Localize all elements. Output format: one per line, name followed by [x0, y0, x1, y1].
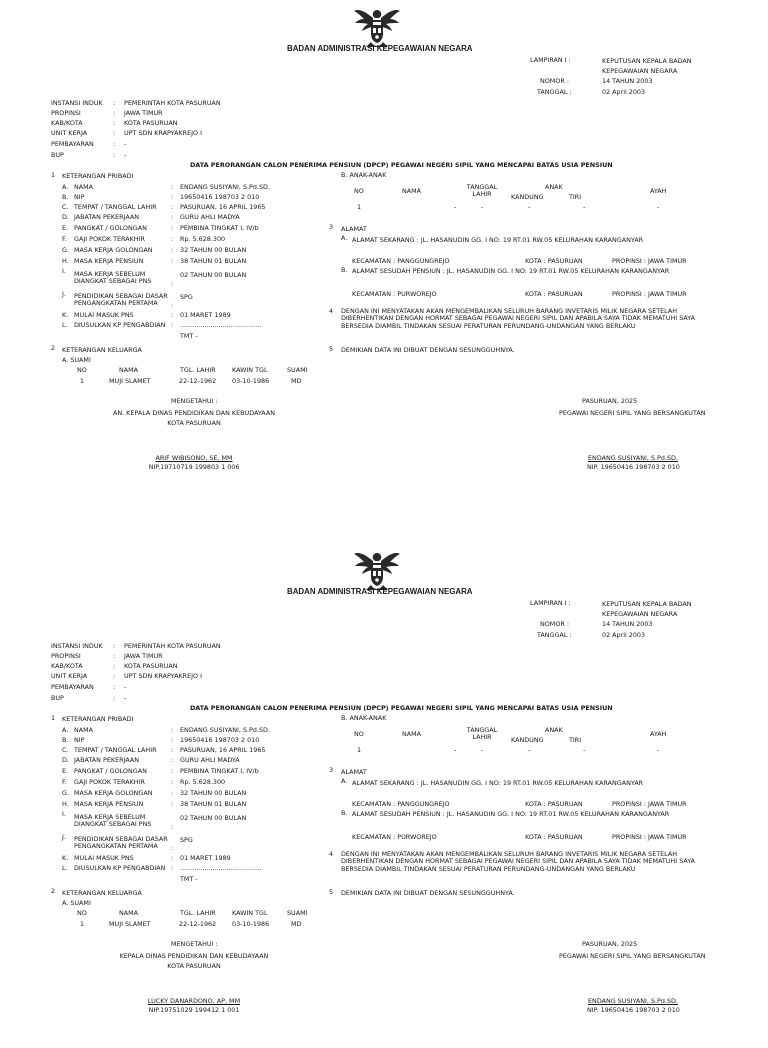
row-sep: : — [171, 235, 174, 243]
declaration-text: DENGAN INI MENYATAKAN AKAN MENGEMBALIKAN SELURUH BARANG INVETARIS MILIK NEGARA SETELAH DIBERHENTIKAN DENGAN HORMAT SEBAGAI PEGAWAI NEGERI SIPIL DAN APABILA SAYA TIDAK MEMATUHI SAYA BERSEDIA DIAMBIL TINDAKAN SESUAI PERATURAN PERUNDANG-UNDANGAN YANG BERLAKU — [341, 850, 696, 873]
column-header: TANGGAL LAHIR — [466, 183, 498, 199]
row-value: GURU AHLI MADYA — [180, 756, 240, 764]
section-3-heading: ALAMAT — [341, 768, 367, 776]
table-cell: - — [657, 203, 660, 211]
kecamatan-sekarang: KECAMATAN : PANGGUNGREJO — [352, 800, 450, 808]
kabkota-sep: : — [113, 119, 116, 127]
row-sep: : — [171, 864, 174, 872]
row-sep: : — [171, 301, 174, 309]
kota-pensiun: KOTA : PASURUAN — [525, 290, 583, 298]
dpcp-form-copy-2 — [0, 543, 768, 1048]
section-2-heading: KETERANGAN KELUARGA — [62, 889, 142, 897]
row-value: ENDANG SUSIYANI, S.Pd.SD. — [180, 183, 270, 191]
table-cell: MUJI SLAMET — [109, 377, 151, 385]
row-value: Rp. 5.628.300 — [180, 235, 226, 243]
row-key: E. — [62, 767, 69, 775]
row-key: C. — [62, 203, 69, 211]
unit-kerja-sep: : — [113, 672, 116, 680]
official-city: KOTA PASURUAN — [167, 962, 221, 970]
column-header: NAMA — [402, 187, 422, 195]
section-1-heading: KETERANGAN PRIBADI — [62, 715, 134, 723]
column-header: NAMA — [119, 909, 139, 917]
table-cell: MD — [291, 920, 302, 928]
table-cell: 03-10-1986 — [232, 377, 270, 385]
section-2-heading: KETERANGAN KELUARGA — [62, 346, 142, 354]
pembayaran-value: - — [124, 140, 127, 148]
row-sep: : — [171, 311, 174, 319]
unit-kerja-label: UNIT KERJA — [51, 129, 88, 137]
nomor-value: 14 TAHUN 2003 — [602, 77, 653, 85]
alamat-sekarang: ALAMAT SEKARANG : JL. HASANUDIN GG. I NO: 19 RT.01 RW.05 KELURAHAN KARANGANYAR — [352, 236, 644, 244]
row-label: MASA KERJA PENSIUN — [74, 800, 144, 808]
tanggal-value: 02 April 2003 — [602, 631, 646, 639]
row-value: 38 TAHUN 01 BULAN — [180, 257, 247, 265]
row-key: G. — [62, 246, 69, 254]
row-label: DIUSULKAN KP PENGABDIAN — [74, 321, 166, 329]
row-label: GAJI POKOK TERAKHIR — [74, 235, 145, 243]
anak-heading: B. ANAK-ANAK — [341, 714, 387, 722]
mengetahui-label: MENGETAHUI : — [171, 940, 218, 948]
row-sep: : — [171, 789, 174, 797]
column-header: SUAMI — [287, 366, 308, 374]
table-cell: 22-12-1962 — [179, 920, 217, 928]
row-sep: : — [171, 746, 174, 754]
row-key: B. — [62, 736, 69, 744]
row-value: 02 TAHUN 00 BULAN — [180, 271, 247, 279]
suami-subheading: A. SUAMI — [62, 356, 91, 364]
instansi-label: INSTANSI INDUK — [51, 642, 103, 650]
lampiran-value-line2: KEPEGAWAIAN NEGARA — [602, 610, 678, 618]
employee-name — [588, 998, 678, 1005]
column-header: SUAMI — [287, 909, 308, 917]
column-header: TGL. LAHIR — [180, 909, 216, 917]
official-city: KOTA PASURUAN — [167, 419, 221, 427]
kota-sekarang: KOTA : PASURUAN — [525, 257, 583, 265]
tanggal-label: TANGGAL : — [537, 88, 572, 96]
employee-name-text: ENDANG SUSIYANI, S.Pd.SD. — [588, 997, 678, 1005]
row-sep: : — [171, 800, 174, 808]
row-value: 32 TAHUN 00 BULAN — [180, 789, 247, 797]
table-cell: 1 — [357, 203, 362, 211]
row-label: PANGKAT / GOLONGAN — [74, 224, 147, 232]
row-value: 01 MARET 1989 — [180, 854, 231, 862]
tanggal-label: TANGGAL : — [537, 631, 572, 639]
instansi-sep: : — [113, 642, 116, 650]
row-label: TEMPAT / TANGGAL LAHIR — [74, 746, 157, 754]
row-value: 02 TAHUN 00 BULAN — [180, 814, 247, 822]
official-role: AN. KEPALA DINAS PENDIDIKAN DAN KEBUDAYAAN — [112, 409, 276, 417]
lampiran-value-line1: KEPUTUSAN KEPALA BADAN — [602, 57, 692, 65]
propinsi-sekarang: PROPINSI : JAWA TIMUR — [612, 257, 687, 265]
nomor-label: NOMOR : — [540, 77, 569, 85]
row-sep: : — [171, 844, 174, 852]
row-sep: : — [171, 280, 174, 288]
unit-kerja-sep: : — [113, 129, 116, 137]
row-key: I. — [62, 267, 66, 275]
row-sep: : — [171, 321, 174, 329]
alamat-a-key: A. — [341, 777, 348, 785]
table-cell: - — [583, 203, 586, 211]
official-role: KEPALA DINAS PENDIDIKAN DAN KEBUDAYAAN — [119, 952, 269, 960]
row-label: MASA KERJA GOLONGAN — [74, 246, 153, 254]
bup-value: - — [124, 694, 127, 702]
row-key: L. — [62, 321, 68, 329]
tanggal-value: 02 April 2003 — [602, 88, 646, 96]
table-cell: 1 — [80, 920, 85, 928]
row-key: H. — [62, 257, 69, 265]
official-name — [94, 998, 294, 1005]
row-label: DIUSULKAN KP PENGABDIAN — [74, 864, 166, 872]
section-3-number: 3 — [329, 766, 334, 774]
suami-subheading: A. SUAMI — [62, 899, 91, 907]
employee-name — [588, 455, 678, 462]
table-cell: 1 — [357, 746, 362, 754]
section-2-number: 2 — [51, 344, 56, 352]
row-value: PEMBINA TINGKAT I, IV/b — [180, 224, 259, 232]
row-value: 19650416 198703 2 010 — [180, 193, 260, 201]
nomor-value: 14 TAHUN 2003 — [602, 620, 653, 628]
table-cell: - — [657, 746, 660, 754]
kabkota-value: KOTA PASURUAN — [124, 119, 178, 127]
row-label: MASA KERJA SEBELUM DIANGKAT SEBAGAI PNS — [74, 813, 152, 829]
row-key: J. — [62, 290, 66, 298]
kecamatan-pensiun: KECAMATAN : PURWOREJO — [352, 290, 437, 298]
official-name-text: LUCKY DANARDONO, AP, MM — [147, 997, 241, 1005]
row-sep: : — [171, 203, 174, 211]
row-label: PENDIDIKAN SEBAGAI DASAR PENGANGKATAN PERTAMA — [74, 835, 168, 851]
column-header: NAMA — [402, 730, 422, 738]
bup-label: BUP — [51, 694, 64, 702]
table-cell: - — [528, 203, 531, 211]
row-value: Rp. 5.628.300 — [180, 778, 226, 786]
table-cell: 03-10-1986 — [232, 920, 270, 928]
column-header: NAMA — [119, 366, 139, 374]
section-4-number: 4 — [329, 307, 334, 315]
form-title: DATA PERORANGAN CALON PENERIMA PENSIUN (DPCP) PEGAWAI NEGERI SIPIL YANG MENCAPAI BATAS USIA PENSIUN — [190, 704, 613, 712]
column-header: KANDUNG — [511, 193, 544, 201]
kabkota-value: KOTA PASURUAN — [124, 662, 178, 670]
lampiran-label: LAMPIRAN I : — [530, 56, 571, 64]
place-date: PASURUAN, 2025 — [582, 940, 638, 948]
row-sep: : — [171, 736, 174, 744]
propinsi-label: PROPINSI — [51, 652, 81, 660]
row-value: PASURUAN, 16 APRIL 1965 — [180, 203, 266, 211]
row-value: PASURUAN, 16 APRIL 1965 — [180, 746, 266, 754]
row-sep: : — [171, 778, 174, 786]
bup-sep: : — [113, 151, 116, 159]
column-header: TANGGAL LAHIR — [466, 726, 498, 742]
table-cell: - — [454, 746, 457, 754]
row-sep: : — [171, 183, 174, 191]
bup-label: BUP — [51, 151, 64, 159]
row-sep: : — [171, 224, 174, 232]
section-3-number: 3 — [329, 223, 334, 231]
kabkota-sep: : — [113, 662, 116, 670]
table-cell: - — [454, 203, 457, 211]
alamat-sesudah-pensiun: ALAMAT SESUDAH PENSIUN : JL. HASANUDIN GG. I NO: 19 RT.01 RW.05 KELURAHAN KARANGANYAR — [352, 267, 670, 275]
row-value: ........................................ — [180, 864, 262, 872]
row-label: MULAI MASUK PNS — [74, 854, 134, 862]
table-cell: - — [481, 203, 484, 211]
column-header: KAWIN TGL — [232, 909, 268, 917]
row-sep: : — [171, 767, 174, 775]
official-name — [94, 455, 294, 462]
bup-value: - — [124, 151, 127, 159]
propinsi-value: JAWA TIMUR — [124, 652, 163, 660]
propinsi-pensiun: PROPINSI : JAWA TIMUR — [612, 290, 687, 298]
section-1-heading: KETERANGAN PRIBADI — [62, 172, 134, 180]
dpcp-form-copy-1 — [0, 0, 768, 505]
row-sep: : — [171, 854, 174, 862]
employee-name-text: ENDANG SUSIYANI, S.Pd.SD. — [588, 454, 678, 462]
table-cell: MD — [291, 377, 302, 385]
row-label: NAMA — [74, 726, 94, 734]
kabkota-label: KAB/KOTA — [51, 662, 83, 670]
row-label: GAJI POKOK TERAKHIR — [74, 778, 145, 786]
kecamatan-pensiun: KECAMATAN : PURWOREJO — [352, 833, 437, 841]
closing-statement: DEMIKIAN DATA INI DIBUAT DENGAN SESUNGGUHNYA. — [341, 346, 515, 354]
official-nip: NIP.19751029 199412 1 001 — [148, 1006, 240, 1014]
tmt-label: TMT - — [180, 332, 198, 340]
row-key: F. — [62, 778, 67, 786]
declaration-text: DENGAN INI MENYATAKAN AKAN MENGEMBALIKAN SELURUH BARANG INVETARIS MILIK NEGARA SETELAH DIBERHENTIKAN DENGAN HORMAT SEBAGAI PEGAWAI NEGERI SIPIL DAN APABILA SAYA TIDAK MEMATUHI SAYA BERSEDIA DIAMBIL TINDAKAN SESUAI PERATURAN PERUNDANG-UNDANGAN YANG BERLAKU — [341, 307, 696, 330]
section-4-number: 4 — [329, 850, 334, 858]
row-label: NIP — [74, 193, 85, 201]
section-1-number: 1 — [51, 714, 56, 722]
propinsi-sep: : — [113, 109, 116, 117]
lampiran-value-line1: KEPUTUSAN KEPALA BADAN — [602, 600, 692, 608]
unit-kerja-value: UPT SDN KRAPYAKREJO I — [124, 129, 202, 137]
mengetahui-label: MENGETAHUI : — [171, 397, 218, 405]
table-cell: - — [528, 746, 531, 754]
row-key: K. — [62, 311, 69, 319]
official-name-text: ARIF WIBISONO, SE, MM — [155, 454, 233, 462]
row-label: NAMA — [74, 183, 94, 191]
column-header: NO — [354, 730, 364, 738]
employee-role: PEGAWAI NEGERI SIPIL YANG BERSANGKUTAN — [559, 952, 706, 960]
pembayaran-label: PEMBAYARAN — [51, 140, 94, 148]
section-1-number: 1 — [51, 171, 56, 179]
row-label: TEMPAT / TANGGAL LAHIR — [74, 203, 157, 211]
row-sep: : — [171, 756, 174, 764]
column-header: NO — [77, 366, 87, 374]
table-cell: - — [583, 746, 586, 754]
closing-statement: DEMIKIAN DATA INI DIBUAT DENGAN SESUNGGUHNYA. — [341, 889, 515, 897]
row-sep: : — [171, 193, 174, 201]
employee-nip: NIP. 19650416 198703 2 010 — [587, 463, 680, 471]
propinsi-label: PROPINSI — [51, 109, 81, 117]
row-label: JABATAN PEKERJAAN — [74, 213, 140, 221]
pembayaran-sep: : — [113, 683, 116, 691]
row-label: NIP — [74, 736, 85, 744]
page-title: BADAN ADMINISTRASI KEPEGAWAIAN NEGARA — [287, 586, 473, 596]
form-title: DATA PERORANGAN CALON PENERIMA PENSIUN (DPCP) PEGAWAI NEGERI SIPIL YANG MENCAPAI BATAS USIA PENSIUN — [190, 161, 613, 169]
page-title: BADAN ADMINISTRASI KEPEGAWAIAN NEGARA — [287, 43, 473, 53]
employee-nip: NIP. 19650416 198703 2 010 — [587, 1006, 680, 1014]
row-value: 19650416 198703 2 010 — [180, 736, 260, 744]
column-header: KANDUNG — [511, 736, 544, 744]
table-cell: 1 — [80, 377, 85, 385]
row-sep: : — [171, 213, 174, 221]
kabkota-label: KAB/KOTA — [51, 119, 83, 127]
propinsi-value: JAWA TIMUR — [124, 109, 163, 117]
column-header: NO — [77, 909, 87, 917]
row-key: H. — [62, 800, 69, 808]
row-value: ENDANG SUSIYANI, S.Pd.SD. — [180, 726, 270, 734]
propinsi-sep: : — [113, 652, 116, 660]
row-sep: : — [171, 726, 174, 734]
row-sep: : — [171, 246, 174, 254]
row-key: A. — [62, 726, 69, 734]
column-header: TIRI — [569, 736, 582, 744]
row-label: PANGKAT / GOLONGAN — [74, 767, 147, 775]
table-cell: MUJI SLAMET — [109, 920, 151, 928]
section-5-number: 5 — [329, 888, 334, 896]
pembayaran-value: - — [124, 683, 127, 691]
official-nip: NIP.19710719 199803 1 006 — [148, 463, 240, 471]
row-key: K. — [62, 854, 69, 862]
row-key: G. — [62, 789, 69, 797]
kota-pensiun: KOTA : PASURUAN — [525, 833, 583, 841]
column-header: ANAK — [545, 183, 563, 191]
table-cell: 22-12-1962 — [179, 377, 217, 385]
row-label: JABATAN PEKERJAAN — [74, 756, 140, 764]
row-key: F. — [62, 235, 67, 243]
pembayaran-sep: : — [113, 140, 116, 148]
column-header: NO — [354, 187, 364, 195]
pembayaran-label: PEMBAYARAN — [51, 683, 94, 691]
row-key: D. — [62, 213, 69, 221]
row-key: I. — [62, 810, 66, 818]
section-2-number: 2 — [51, 887, 56, 895]
instansi-sep: : — [113, 99, 116, 107]
row-key: E. — [62, 224, 69, 232]
row-label: MASA KERJA PENSIUN — [74, 257, 144, 265]
row-key: C. — [62, 746, 69, 754]
row-value: 38 TAHUN 01 BULAN — [180, 800, 247, 808]
column-header: ANAK — [545, 726, 563, 734]
lampiran-value-line2: KEPEGAWAIAN NEGARA — [602, 67, 678, 75]
alamat-a-key: A. — [341, 234, 348, 242]
kecamatan-sekarang: KECAMATAN : PANGGUNGREJO — [352, 257, 450, 265]
propinsi-sekarang: PROPINSI : JAWA TIMUR — [612, 800, 687, 808]
instansi-value: PEMERINTAH KOTA PASURUAN — [124, 642, 221, 650]
nomor-label: NOMOR : — [540, 620, 569, 628]
column-header: KAWIN TGL — [232, 366, 268, 374]
row-value: PEMBINA TINGKAT I, IV/b — [180, 767, 259, 775]
table-cell: - — [481, 746, 484, 754]
instansi-value: PEMERINTAH KOTA PASURUAN — [124, 99, 221, 107]
alamat-b-key: B. — [341, 266, 348, 274]
column-header: AYAH — [650, 187, 667, 195]
row-value: SPG — [180, 836, 193, 844]
alamat-sesudah-pensiun: ALAMAT SESUDAH PENSIUN : JL. HASANUDIN GG. I NO: 19 RT.01 RW.05 KELURAHAN KARANGANYAR — [352, 810, 670, 818]
row-key: A. — [62, 183, 69, 191]
column-header: AYAH — [650, 730, 667, 738]
row-key: L. — [62, 864, 68, 872]
row-value: SPG — [180, 293, 193, 301]
row-label: MASA KERJA SEBELUM DIANGKAT SEBAGAI PNS — [74, 270, 152, 286]
unit-kerja-label: UNIT KERJA — [51, 672, 88, 680]
row-label: MULAI MASUK PNS — [74, 311, 134, 319]
row-value: 01 MARET 1989 — [180, 311, 231, 319]
tmt-label: TMT - — [180, 875, 198, 883]
place-date: PASURUAN, 2025 — [582, 397, 638, 405]
section-5-number: 5 — [329, 345, 334, 353]
employee-role: PEGAWAI NEGERI SIPIL YANG BERSANGKUTAN — [559, 409, 706, 417]
row-sep: : — [171, 257, 174, 265]
bup-sep: : — [113, 694, 116, 702]
alamat-sekarang: ALAMAT SEKARANG : JL. HASANUDIN GG. I NO: 19 RT.01 RW.05 KELURAHAN KARANGANYAR — [352, 779, 644, 787]
row-sep: : — [171, 823, 174, 831]
row-key: D. — [62, 756, 69, 764]
row-key: B. — [62, 193, 69, 201]
propinsi-pensiun: PROPINSI : JAWA TIMUR — [612, 833, 687, 841]
instansi-label: INSTANSI INDUK — [51, 99, 103, 107]
unit-kerja-value: UPT SDN KRAPYAKREJO I — [124, 672, 202, 680]
row-label: PENDIDIKAN SEBAGAI DASAR PENGANGKATAN PERTAMA — [74, 292, 168, 308]
column-header: TIRI — [569, 193, 582, 201]
anak-heading: B. ANAK-ANAK — [341, 171, 387, 179]
kota-sekarang: KOTA : PASURUAN — [525, 800, 583, 808]
alamat-b-key: B. — [341, 809, 348, 817]
row-value: ........................................ — [180, 321, 262, 329]
row-key: J. — [62, 833, 66, 841]
lampiran-label: LAMPIRAN I : — [530, 599, 571, 607]
column-header: TGL. LAHIR — [180, 366, 216, 374]
section-3-heading: ALAMAT — [341, 225, 367, 233]
row-value: GURU AHLI MADYA — [180, 213, 240, 221]
row-label: MASA KERJA GOLONGAN — [74, 789, 153, 797]
row-value: 32 TAHUN 00 BULAN — [180, 246, 247, 254]
